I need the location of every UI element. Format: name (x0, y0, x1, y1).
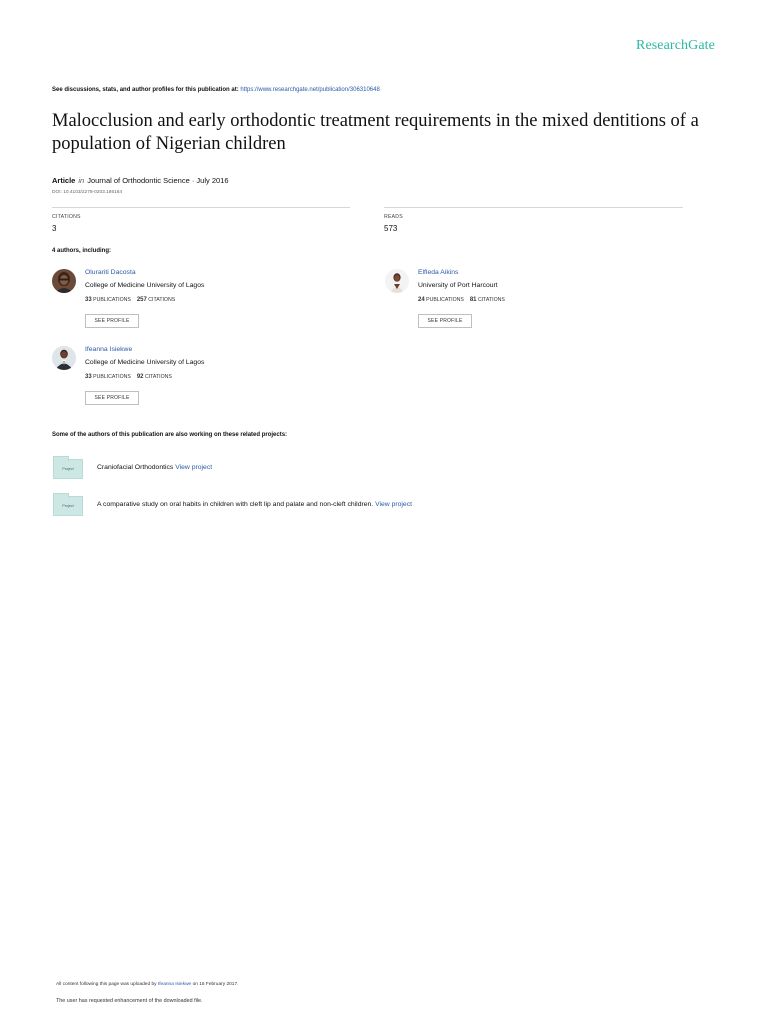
author-card (52, 269, 332, 339)
citations-label: CITATIONS (144, 374, 172, 380)
avatar[interactable] (52, 269, 76, 293)
project-name: A comparative study on oral habits in children with cleft lip and palate and non-cleft children. (97, 501, 374, 508)
enhancement-note: The user has requested enhancement of the downloaded file. (56, 998, 203, 1004)
paper-type: Article (52, 176, 76, 185)
project-name: Craniofacial Orthodontics (97, 464, 174, 471)
citations-label: CITATIONS (148, 297, 176, 303)
paper-title: Malocclusion and early orthodontic treatment requirements in the mixed dentitions of a population of Nigerian children (52, 111, 699, 154)
citations-label: CITATIONS (52, 214, 81, 220)
paper-meta (52, 176, 229, 185)
author-institution: College of Medicine University of Lagos (85, 359, 205, 366)
project-item (97, 464, 212, 471)
authors-heading: 4 authors, including: (52, 248, 112, 254)
avatar[interactable] (52, 346, 76, 370)
author-institution: College of Medicine University of Lagos (85, 282, 205, 289)
upload-suffix: on 15 February 2017. (192, 982, 239, 987)
avatar-photo-icon (385, 269, 409, 293)
see-profile-button[interactable]: SEE PROFILE (85, 314, 139, 328)
publication-link[interactable]: https://www.researchgate.net/publication/306310648 (240, 87, 380, 93)
citation-count: 92 (136, 374, 144, 380)
avatar-photo-icon (52, 269, 76, 293)
reads-value: 573 (384, 224, 398, 233)
in-word: in (78, 176, 85, 185)
publications-label: PUBLICATIONS (93, 297, 131, 303)
reads-label: READS (384, 214, 403, 220)
publications-label: PUBLICATIONS (93, 374, 131, 380)
discussion-line (52, 87, 380, 93)
author-name[interactable]: Olurariti Dacosta (85, 269, 136, 276)
author-name[interactable]: Elfleda Aikins (418, 269, 459, 276)
uploader-link[interactable]: Ifeanna Isiekwe (157, 982, 192, 987)
view-project-link[interactable]: View project (375, 501, 412, 508)
project-icon-label: Project (62, 467, 74, 471)
citations-divider (52, 207, 350, 208)
project-item (97, 501, 412, 508)
upload-prefix: All content following this page was uploaded by (56, 982, 157, 987)
citation-count: 257 (136, 297, 147, 303)
author-institution: University of Port Harcourt (418, 282, 498, 289)
discussion-prefix: See discussions, stats, and author profiles for this publication at: (52, 87, 239, 93)
upload-note (56, 982, 238, 987)
author-card (52, 346, 332, 416)
paper-doi: DOI: 10.4103/2278-0203.186164 (52, 190, 123, 195)
avatar-photo-icon (52, 346, 76, 370)
researchgate-logo[interactable]: ResearchGate (636, 38, 715, 53)
see-profile-button[interactable]: SEE PROFILE (85, 391, 139, 405)
publication-count: 33 (85, 374, 92, 380)
journal-date: Journal of Orthodontic Science · July 2016 (87, 176, 229, 185)
author-stats (85, 374, 172, 380)
publication-count: 24 (418, 297, 425, 303)
publications-label: PUBLICATIONS (426, 297, 464, 303)
view-project-link[interactable]: View project (175, 464, 213, 471)
projects-heading: Some of the authors of this publication are also working on these related projects: (52, 432, 288, 438)
author-stats (418, 297, 505, 303)
project-folder-icon[interactable] (53, 459, 83, 479)
reads-divider (384, 207, 683, 208)
author-stats (85, 297, 175, 303)
see-profile-button[interactable]: SEE PROFILE (418, 314, 472, 328)
citations-value: 3 (52, 224, 57, 233)
avatar[interactable] (385, 269, 409, 293)
project-icon-label: Project (62, 504, 74, 508)
citations-label: CITATIONS (477, 297, 505, 303)
project-folder-icon[interactable] (53, 496, 83, 516)
author-name[interactable]: Ifeanna Isiekwe (85, 346, 133, 353)
author-card (385, 269, 665, 339)
citation-count: 81 (469, 297, 477, 303)
publication-count: 33 (85, 297, 92, 303)
